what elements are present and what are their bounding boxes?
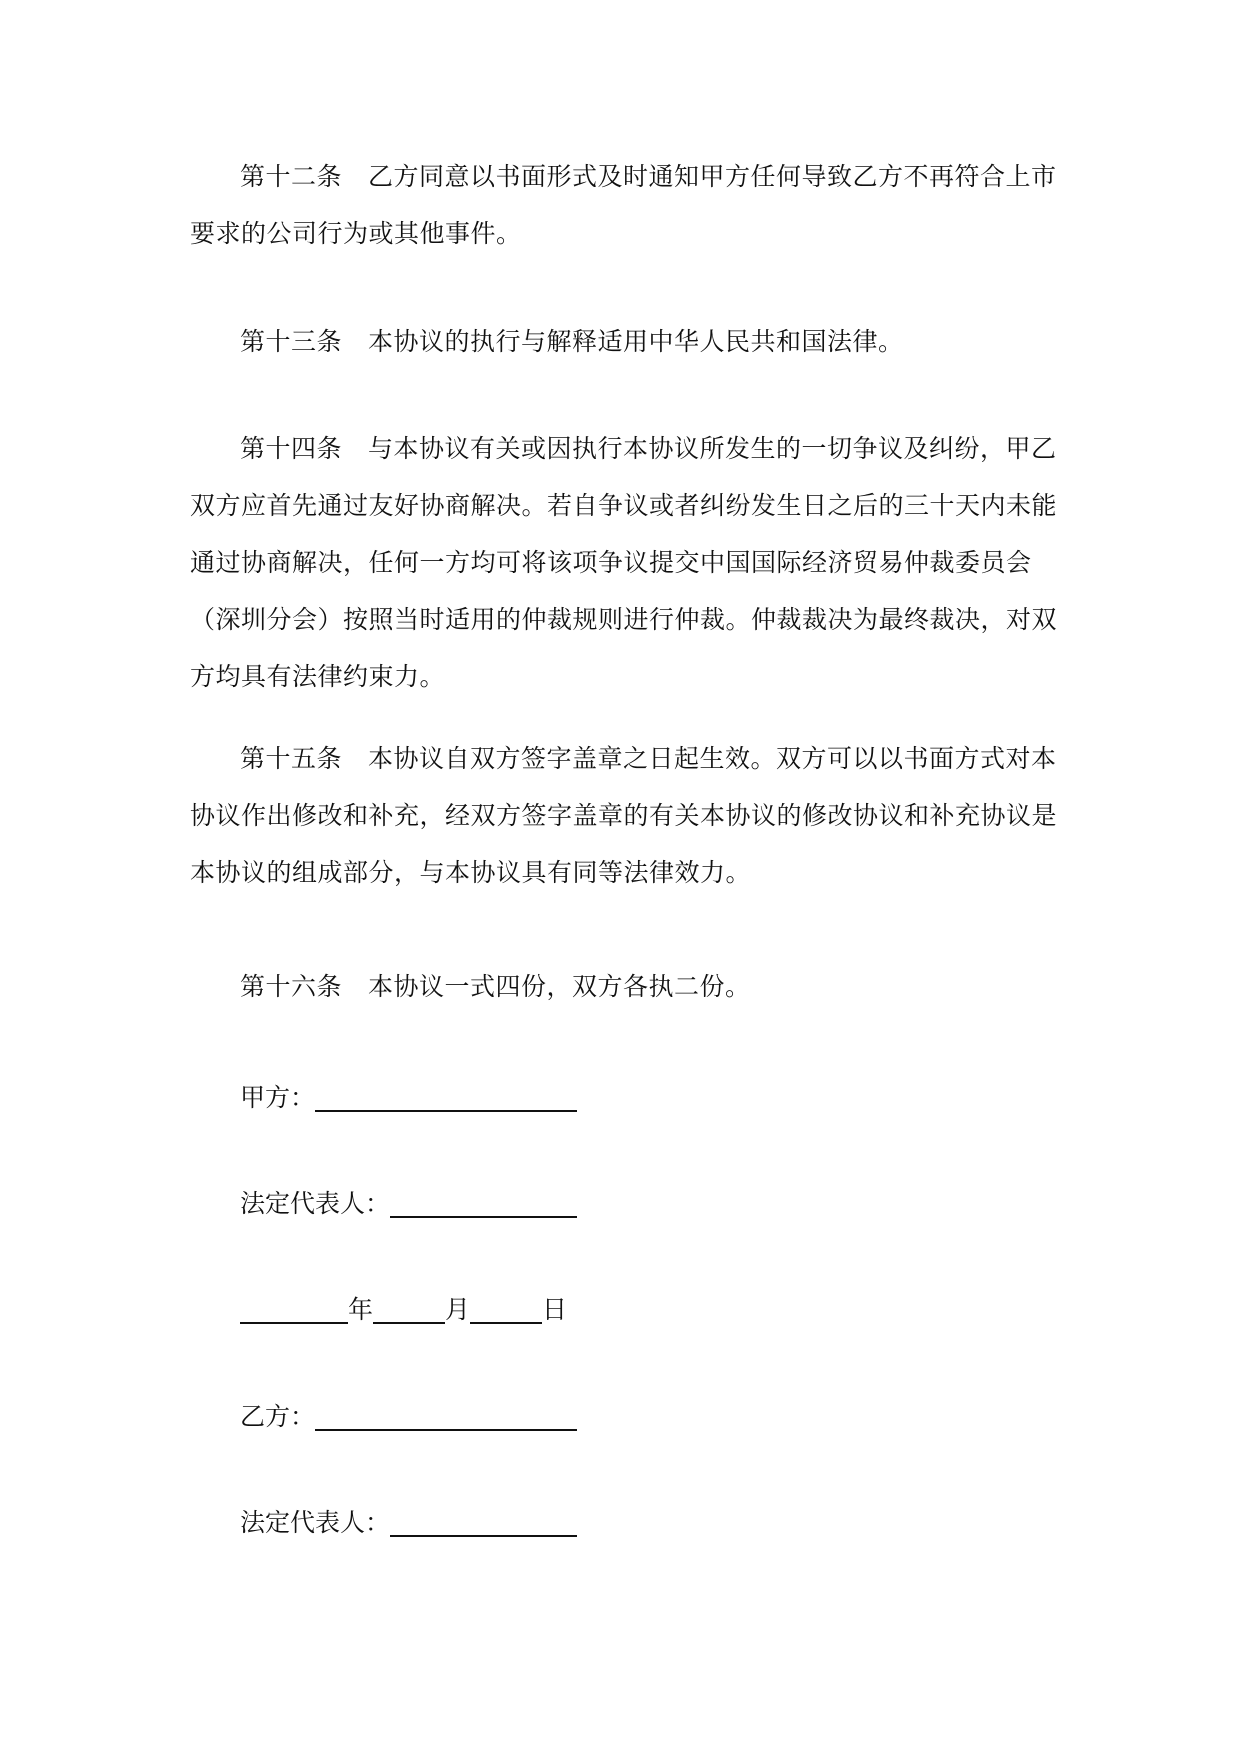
party-a-label: 甲方： (240, 1083, 316, 1112)
day-label: 日 (542, 1295, 568, 1324)
legal-rep-b-blank-line (390, 1509, 577, 1537)
article-16 (190, 958, 1060, 1015)
article-text: 与本协议有关或因执行本协议所发生的一切争议及纠纷，甲乙双方应首先通过友好协商解决。若自争议或者纠纷发生日之后的三十天内未能通过协商解决，任何一方均可将该项争议提交中国国际经济贸易仲裁委员会（深圳分会）按照当时适用的仲裁规则进行仲裁。仲裁裁决为最终裁决，对双方均具有法律约束力。 (190, 434, 1058, 691)
party-b-signature (240, 1397, 577, 1437)
article-13 (190, 313, 1060, 370)
article-12 (190, 148, 1060, 262)
article-text: 本协议的执行与解释适用中华人民共和国法律。 (368, 327, 904, 356)
article-text: 本协议自双方签字盖章之日起生效。双方可以以书面方式对本协议作出修改和补充，经双方签字盖章的有关本协议的修改协议和补充协议是本协议的组成部分，与本协议具有同等法律效力。 (190, 744, 1058, 887)
day-blank-line (470, 1296, 542, 1324)
year-label: 年 (348, 1295, 374, 1324)
article-number: 第十三条 (240, 327, 343, 356)
party-a-blank-line (315, 1084, 577, 1112)
article-14 (190, 420, 1060, 705)
month-label: 月 (445, 1295, 471, 1324)
party-b-label: 乙方： (240, 1402, 316, 1431)
article-number: 第十六条 (240, 972, 343, 1001)
signing-date (240, 1290, 567, 1330)
article-text: 乙方同意以书面形式及时通知甲方任何导致乙方不再符合上市要求的公司行为或其他事件。 (190, 162, 1057, 248)
article-number: 第十四条 (240, 434, 343, 463)
month-blank-line (373, 1296, 445, 1324)
article-text: 本协议一式四份，双方各执二份。 (368, 972, 751, 1001)
legal-rep-a-blank-line (390, 1190, 577, 1218)
legal-rep-b-label: 法定代表人： (240, 1508, 391, 1537)
article-number: 第十五条 (240, 744, 343, 773)
legal-rep-a-label: 法定代表人： (240, 1189, 391, 1218)
party-b-blank-line (315, 1403, 577, 1431)
year-blank-line (240, 1296, 348, 1324)
legal-rep-a-signature (240, 1184, 577, 1224)
article-15 (190, 730, 1060, 901)
article-number: 第十二条 (240, 162, 343, 191)
legal-rep-b-signature (240, 1503, 577, 1543)
party-a-signature (240, 1078, 577, 1118)
